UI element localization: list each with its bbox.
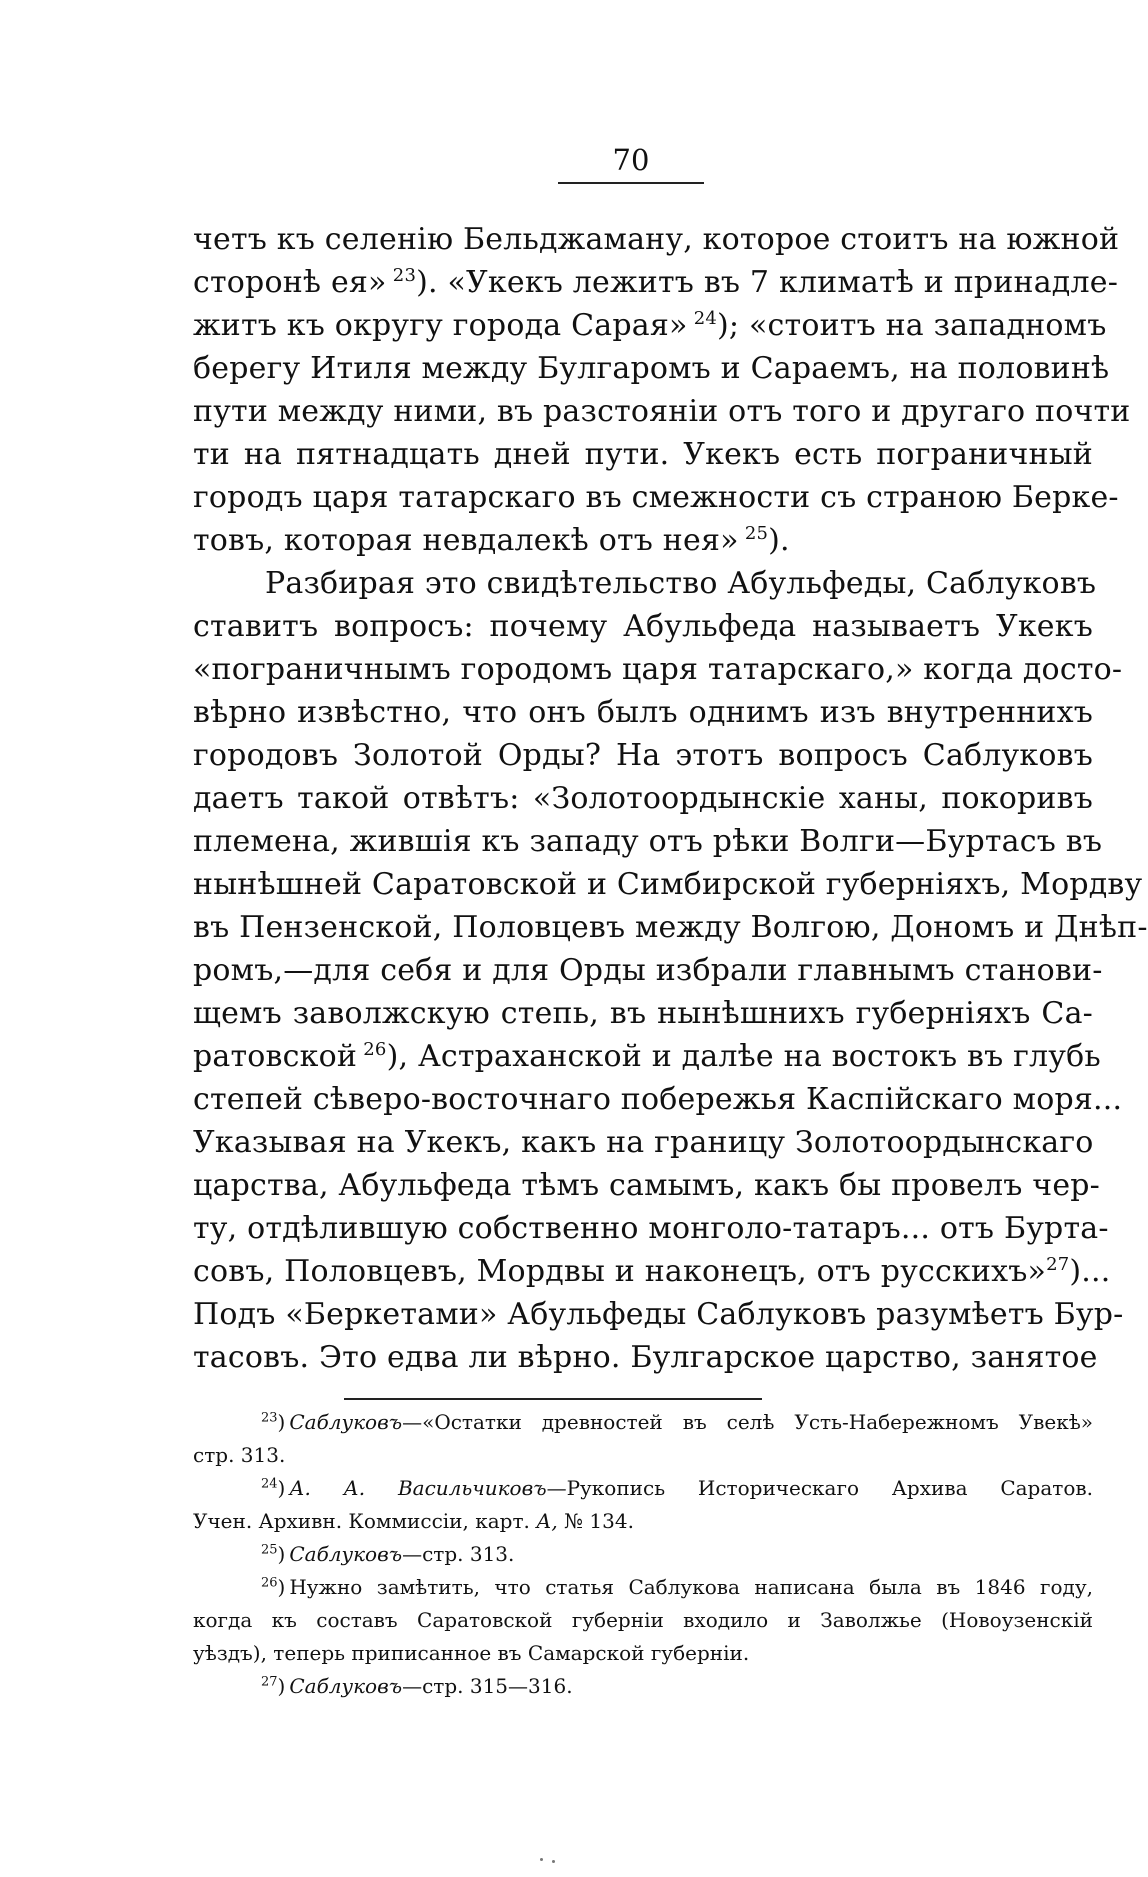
footnote-26-cont2: уѣздъ), теперь приписанное въ Самарской губерніи. [193,1641,750,1665]
text-line-12: вѣрно извѣстно, что онъ былъ однимъ изъ внутреннихъ [193,695,1093,730]
text-line-2: сторонѣ ея» $^{23}$). «Укекъ лежитъ въ 7 климатѣ и принадле- [193,265,1119,300]
text-line-18: ромъ,—для себя и для Орды избрали главнымъ станови- [193,953,1103,988]
text-line-5: пути между ними, въ разстояніи отъ того и другаго почти [193,394,1131,429]
text-line-11: «пограничнымъ городомъ царя татарскаго,» когда досто- [193,652,1123,687]
footnote-26: $^{26}$) Нужно замѣтить, что статья Саблукова написана была въ 1846 году, [261,1575,1093,1599]
text-line-17: въ Пензенской, Половцевъ между Волгою, Дономъ и Днѣп- [193,910,1148,945]
print-speck [552,1860,555,1863]
text-line-25: совъ, Половцевъ, Мордвы и наконецъ, отъ русскихъ»$^{27}$)... [193,1254,1111,1289]
footnote-24: $^{24}$) А. А. Васильчиковъ—Рукопись Историческаго Архива Саратов. [261,1476,1094,1500]
text-line-24: ту, отдѣлившую собственно монголо-татаръ... отъ Бурта- [193,1211,1109,1246]
footnote-separator [344,1398,762,1400]
print-speck [540,1858,543,1861]
text-line-6: ти на пятнадцать дней пути. Укекъ есть пограничный [193,437,1093,472]
footnote-ref-27: 27 [1046,1254,1070,1275]
footnote-26-cont: когда къ составъ Саратовской губерніи входило и Заволжье (Новоузенскій [193,1608,1093,1632]
text-line-1: четъ къ селенію Бельджаману, которое стоитъ на южной [193,222,1120,257]
footnote-ref-24: 24 [693,308,718,329]
text-line-22: Указывая на Укекъ, какъ на границу Золотоордынскаго [193,1125,1094,1160]
text-line-21: степей сѣверо-восточнаго побережья Каспійскаго моря... [193,1082,1123,1117]
footnote-ref-25: 25 [744,523,769,544]
footnote-23: $^{23}$) Саблуковъ—«Остатки древностей въ селѣ Усть-Набережномъ Увекѣ» [261,1410,1093,1434]
footnote-24-cont: Учен. Архивн. Коммиссіи, карт. А, № 134. [193,1509,634,1533]
footnote-25: $^{25}$) Саблуковъ—стр. 313. [261,1542,515,1566]
page-number-rule [558,182,704,184]
footnotes [193,1406,1093,1703]
page-number: 70 [612,143,650,177]
text-line-7: городъ царя татарскаго въ смежности съ страною Берке- [193,480,1119,515]
footnote-ref-26: 26 [363,1039,387,1060]
text-line-19: щемъ заволжскую степь, въ нынѣшнихъ губерніяхъ Са- [193,996,1093,1031]
text-line-14: даетъ такой отвѣтъ: «Золотоордынскіе ханы, покоривъ [193,781,1093,816]
footnote-23-cont: стр. 313. [193,1443,286,1467]
body-text [193,218,1148,1379]
text-line-10: ставитъ вопросъ: почему Абульфеда называетъ Укекъ [193,609,1093,644]
text-line-26: Подъ «Беркетами» Абульфеды Саблуковъ разумѣетъ Бур- [193,1297,1124,1332]
text-line-15: племена, жившія къ западу отъ рѣки Волги—Буртасъ въ [193,824,1103,859]
text-line-16: нынѣшней Саратовской и Симбирской губерніяхъ, Мордву [193,867,1143,902]
text-line-23: царства, Абульфеда тѣмъ самымъ, какъ бы провелъ чер- [193,1168,1101,1203]
text-line-9: Разбирая это свидѣтельство Абульфеды, Саблуковъ [265,566,1097,601]
text-line-13: городовъ Золотой Орды? На этотъ вопросъ Саблуковъ [193,738,1093,773]
text-line-27: тасовъ. Это едва ли вѣрно. Булгарское царство, занятое [193,1340,1098,1375]
text-line-8: товъ, которая невдалекѣ отъ нея» $^{25}$). [193,523,790,558]
footnote-ref-23: 23 [392,265,417,286]
text-line-3: житъ къ округу города Сарая» $^{24}$); «стоитъ на западномъ [193,308,1107,343]
text-line-4: берегу Итиля между Булгаромъ и Сараемъ, на половинѣ [193,351,1110,386]
text-line-20: ратовской $^{26}$), Астраханской и далѣе на востокъ въ глубь [193,1039,1101,1074]
footnote-27: $^{27}$) Саблуковъ—стр. 315—316. [261,1674,573,1698]
